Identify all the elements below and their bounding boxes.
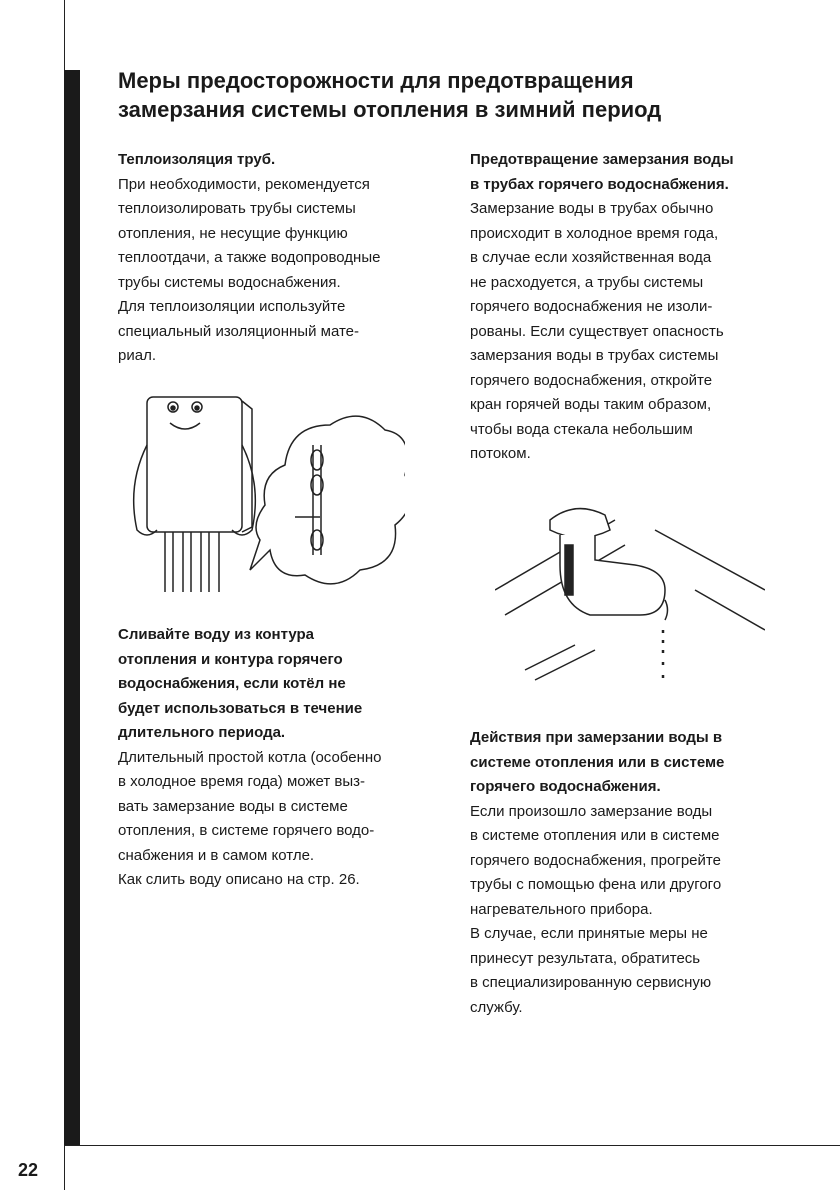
- body-text-line: снабжения и в самом котле.: [118, 846, 315, 864]
- section-heading-line: горячего водоснабжения.: [470, 778, 661, 795]
- body-text-line: в специализированную сервисную: [470, 974, 712, 991]
- side-bar: [64, 70, 80, 1145]
- footer-line: [64, 1145, 840, 1146]
- page-title: [118, 66, 661, 124]
- left-section-insulation: [118, 148, 413, 369]
- body-text-line: теплоотдачи, а также водопроводные: [118, 249, 381, 266]
- page-number: 22: [18, 1160, 39, 1180]
- body-text-line: трубы с помощью фена или другого: [470, 876, 722, 893]
- body-text-line: В случае, если принятые меры не: [470, 925, 708, 942]
- section-heading-line: Сливайте воду из контура: [118, 626, 314, 643]
- body-text-line: отопления, не несущие функцию: [118, 224, 348, 242]
- title-line: замерзания системы отопления в зимний период: [118, 97, 662, 122]
- section-heading-line: Теплоизоляция труб.: [118, 151, 276, 168]
- body-text-line: горячего водоснабжения не изоли-: [470, 298, 713, 315]
- boiler-illustration: [125, 385, 405, 600]
- body-text-line: службу.: [470, 998, 523, 1016]
- body-text-line: принесут результата, обратитесь: [470, 949, 701, 967]
- right-section-frozen: [470, 726, 765, 1020]
- body-text-line: Если произошло замерзание воды: [470, 802, 713, 820]
- body-text-line: отопления, в системе горячего водо-: [118, 822, 375, 839]
- section-heading-line: будет использоваться в течение: [118, 699, 363, 717]
- title-line: Меры предосторожности для предотвращения: [118, 68, 634, 93]
- body-text-line: Замерзание воды в трубах обычно: [470, 200, 714, 217]
- body-text-line: в системе отопления или в системе: [470, 827, 720, 844]
- body-text-line: в холодное время года) может выз-: [118, 773, 365, 790]
- body-text-line: трубы системы водоснабжения.: [118, 273, 341, 291]
- right-section-hot-water: [470, 148, 765, 467]
- section-heading-line: Действия при замерзании воды в: [470, 729, 723, 746]
- body-text-line: замерзания воды в трубах системы: [470, 347, 719, 364]
- body-text-line: вать замерзание воды в системе: [118, 797, 348, 815]
- body-text-line: Длительный простой котла (особенно: [118, 748, 382, 766]
- body-text-line: чтобы вода стекала небольшим: [470, 420, 693, 438]
- left-section-drain: [118, 623, 413, 893]
- body-text-line: горячего водоснабжения, откройте: [470, 371, 713, 389]
- section-heading-line: отопления и контура горячего: [118, 650, 343, 668]
- body-text-line: рованы. Если существует опасность: [470, 322, 724, 340]
- section-heading-line: системе отопления или в системе: [470, 753, 725, 771]
- body-text-line: происходит в холодное время года,: [470, 224, 719, 242]
- faucet-illustration: [495, 490, 765, 690]
- section-heading-line: в трубах горячего водоснабжения.: [470, 175, 729, 193]
- body-text-line: кран горячей воды таким образом,: [470, 396, 712, 413]
- section-heading-line: Предотвращение замерзания воды: [470, 151, 734, 168]
- body-text-line: риал.: [118, 347, 156, 364]
- body-text-line: теплоизолировать трубы системы: [118, 200, 356, 217]
- body-text-line: потоком.: [470, 445, 531, 462]
- body-text-line: При необходимости, рекомендуется: [118, 175, 370, 193]
- body-text-line: специальный изоляционный мате-: [118, 322, 360, 340]
- body-text-line: не расходуется, а трубы системы: [470, 273, 704, 291]
- section-heading-line: длительного периода.: [118, 724, 286, 741]
- body-text-line: Как слить воду описано на стр. 26.: [118, 871, 360, 888]
- body-text-line: в случае если хозяйственная вода: [470, 249, 712, 266]
- body-text-line: нагревательного прибора.: [470, 900, 653, 918]
- section-heading-line: водоснабжения, если котёл не: [118, 675, 346, 692]
- body-text-line: Для теплоизоляции используйте: [118, 298, 346, 315]
- body-text-line: горячего водоснабжения, прогрейте: [470, 851, 721, 869]
